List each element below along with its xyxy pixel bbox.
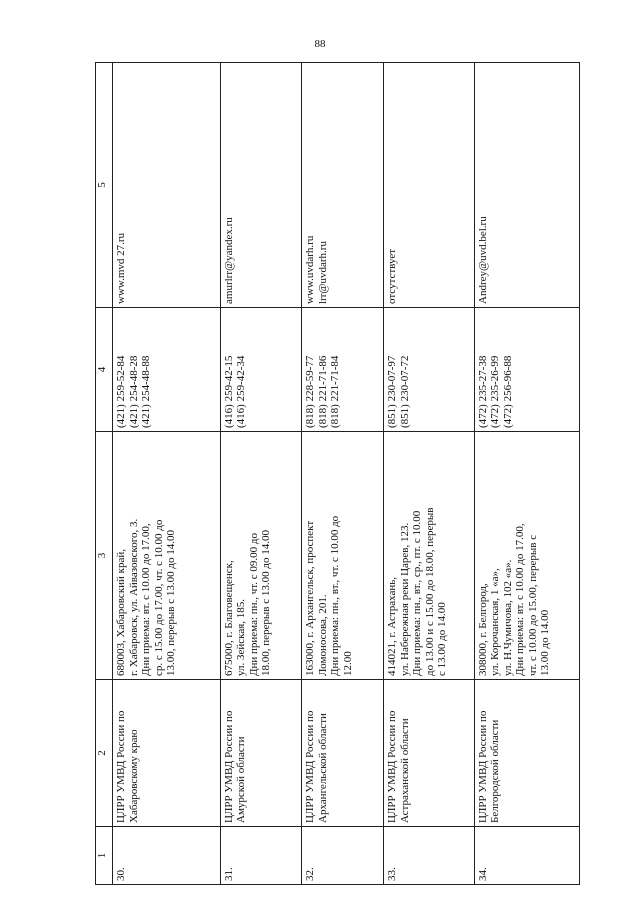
contact-cell: www.mvd 27.ru — [113, 63, 220, 308]
organization-cell: ЦЛРР УМВД России по Белгородской области — [474, 680, 579, 827]
row-number: 34. — [474, 827, 579, 885]
organization-cell: ЦЛРР УМВД России по Архангельской области — [302, 680, 384, 827]
organization-cell: ЦЛРР УМВД России по Амурской области — [220, 680, 302, 827]
contact-cell: www.uvdarh.ru lrr@uvdarh.ru — [302, 63, 384, 308]
row-number: 30. — [113, 827, 220, 885]
row-number: 31. — [220, 827, 302, 885]
contact-cell: Andrey@uvd.bel.ru — [474, 63, 579, 308]
phone-cell: (818) 228-59-77 (818) 221-71-86 (818) 221-71-84 — [302, 308, 384, 432]
table-row — [302, 63, 384, 885]
address-cell: 163000, г. Архангельск, проспект Ломоносова, 201. Дни приема: пн., вт., чт. с 10.00 до 12.00 — [302, 432, 384, 680]
phone-cell: (421) 259-52-84 (421) 254-48-28 (421) 254-48-88 — [113, 308, 220, 432]
address-cell: 414021, г. Астрахань, ул. Набережная реки Царев, 123. Дни приема: пн., вт., ср., пт. с 10.00 до 13.00 и с 15.00 до 18.00, перерыв с 13.00 до 14.00 — [384, 432, 475, 680]
header-row — [96, 63, 113, 885]
contact-cell: отсутствует — [384, 63, 475, 308]
registry-table — [95, 62, 580, 885]
page-number: 88 — [314, 38, 326, 50]
row-number: 32. — [302, 827, 384, 885]
address-cell: 675000, г. Благовещенск, ул. Зейская, 185. Дни приема: пн., чт. с 09.00 до 18.00, перерыв с 13.00 до 14.00 — [220, 432, 302, 680]
address-cell: 308000, г. Белгород, ул. Корочанская, 1 «а», ул. Н.Чумичова, 102 «а». Дни приема: вт. с 10.00 до 17.00, чт. с 10.00 до 15.00, перерыв с 13.00 до 14.00 — [474, 432, 579, 680]
table-row — [384, 63, 475, 885]
column-header: 1 — [96, 827, 113, 885]
contact-cell: amurlrr@yandex.ru — [220, 63, 302, 308]
table-row — [220, 63, 302, 885]
organization-cell: ЦЛРР УМВД России по Астраханской области — [384, 680, 475, 827]
row-number: 33. — [384, 827, 475, 885]
phone-cell: (472) 235-27-38 (472) 235-26-99 (472) 256-96-88 — [474, 308, 579, 432]
column-header: 4 — [96, 308, 113, 432]
phone-cell: (416) 259-42-15 (416) 259-42-34 — [220, 308, 302, 432]
rotated-table-wrapper — [95, 63, 580, 885]
column-header: 3 — [96, 432, 113, 680]
phone-cell: (851) 230-07-97 (851) 230-07-72 — [384, 308, 475, 432]
column-header: 2 — [96, 680, 113, 827]
table-row — [113, 63, 220, 885]
table-stage — [95, 63, 580, 885]
column-header: 5 — [96, 63, 113, 308]
address-cell: 680003, Хабаровский край, г. Хабаровск, ул. Айвазовского, 3. Дни приема: вт. с 10.00 до 17.00, ср. с 15.00 до 17.00, чт. с 10.00 до 13.00, перерыв с 13.00 до 14.00 — [113, 432, 220, 680]
table-row — [474, 63, 579, 885]
organization-cell: ЦЛРР УМВД России по Хабаровскому краю — [113, 680, 220, 827]
